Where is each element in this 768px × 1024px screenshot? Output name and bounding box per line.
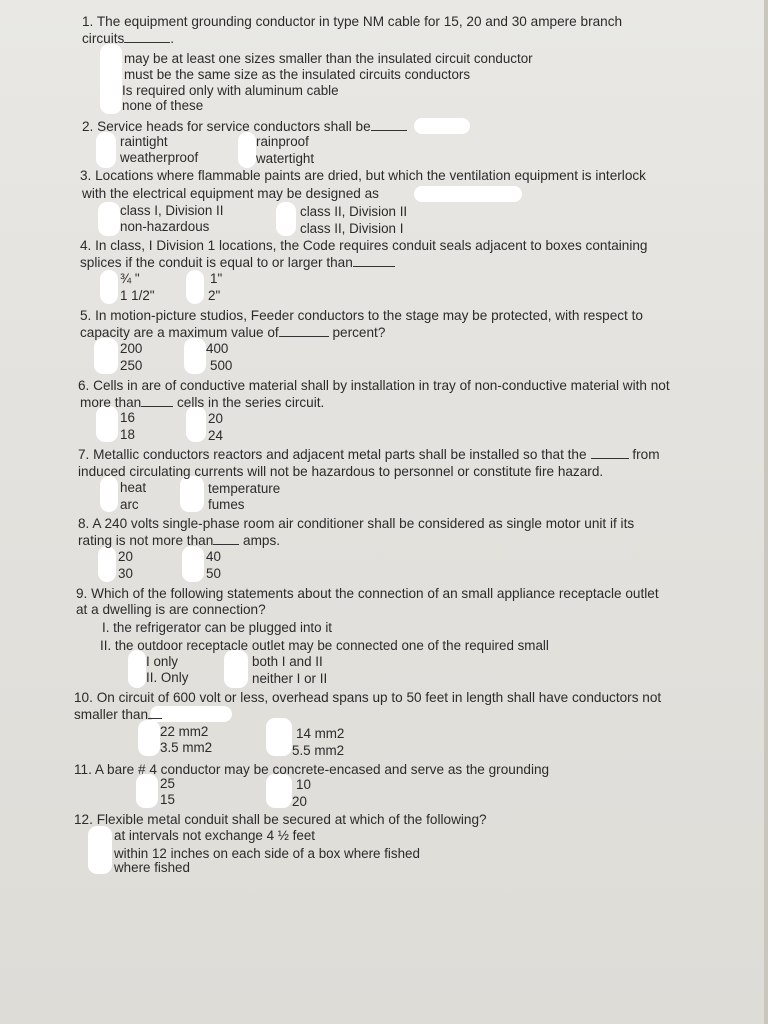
- question-1: [82, 14, 622, 30]
- question-2: [82, 118, 407, 135]
- option[interactable]: temperature: [208, 481, 281, 496]
- option[interactable]: 22 mm2: [160, 724, 209, 739]
- question-number: 11.: [74, 762, 92, 777]
- option[interactable]: where fished: [114, 860, 190, 875]
- question-number: 1.: [82, 14, 94, 29]
- option[interactable]: neither I or II: [252, 671, 328, 686]
- option[interactable]: heat: [120, 480, 147, 495]
- question-stem: more than: [80, 395, 142, 410]
- option[interactable]: weatherproof: [120, 150, 199, 165]
- question-stem: The equipment grounding conductor in type NM cable for 15, 20 and 30 ampere branch: [96, 14, 623, 29]
- option[interactable]: non-hazardous: [120, 219, 210, 234]
- answer-blank[interactable]: [353, 254, 395, 267]
- option[interactable]: 400: [206, 341, 229, 356]
- question-number: 2.: [82, 119, 94, 134]
- option[interactable]: 200: [120, 341, 143, 356]
- option[interactable]: II. Only: [146, 670, 189, 685]
- question-number: 10.: [74, 690, 93, 705]
- question-7: [78, 446, 660, 463]
- option[interactable]: 30: [118, 566, 133, 581]
- question-10: [74, 690, 661, 706]
- question-stem: Flexible metal conduit shall be secured at which of the following?: [96, 812, 487, 827]
- question-number: 7.: [78, 447, 90, 462]
- option[interactable]: 15: [160, 792, 175, 807]
- question-9-line-2: [76, 602, 266, 618]
- option[interactable]: 10: [296, 777, 311, 792]
- question-stem: percent?: [332, 325, 386, 340]
- question-stem: smaller than: [74, 707, 149, 722]
- question-stem: rating is not more than: [78, 533, 214, 548]
- option[interactable]: ¾ ": [120, 271, 140, 286]
- question-number: 4.: [80, 238, 92, 253]
- option[interactable]: class I, Division II: [120, 203, 224, 218]
- question-6: [78, 378, 670, 394]
- question-stem: cells in the series circuit.: [177, 395, 325, 410]
- answer-blank[interactable]: [371, 118, 407, 131]
- question-4: [80, 238, 648, 254]
- question-8: [78, 516, 634, 532]
- option[interactable]: arc: [120, 497, 139, 512]
- option[interactable]: must be the same size as the insulated circuits conductors: [124, 67, 471, 82]
- option[interactable]: 250: [120, 358, 143, 373]
- option[interactable]: 3.5 mm2: [160, 740, 213, 755]
- question-8-line-2: [78, 532, 280, 549]
- option[interactable]: 1": [210, 271, 223, 286]
- option[interactable]: 5.5 mm2: [292, 743, 345, 758]
- option[interactable]: 20: [208, 411, 223, 426]
- question-stem: capacity are a maximum value of: [80, 325, 279, 340]
- question-5-line-2: [80, 324, 385, 341]
- question-9: [76, 586, 659, 602]
- answer-blank[interactable]: [213, 532, 239, 545]
- question-3: [80, 168, 646, 184]
- option[interactable]: at intervals not exchange 4 ½ feet: [114, 828, 315, 843]
- option[interactable]: fumes: [208, 497, 245, 512]
- option[interactable]: class II, Division II: [300, 204, 408, 219]
- option[interactable]: both I and II: [252, 654, 323, 669]
- question-stem: splices if the conduit is equal to or larger than: [80, 255, 353, 270]
- option[interactable]: 2": [208, 288, 221, 303]
- option[interactable]: none of these: [122, 98, 204, 113]
- answer-blank[interactable]: [591, 446, 629, 459]
- option[interactable]: 1 1/2": [120, 288, 155, 303]
- option[interactable]: 16: [120, 410, 135, 425]
- question-stem: In class, I Division 1 locations, the Code requires conduit seals adjacent to boxes containing: [95, 238, 648, 253]
- option[interactable]: 20: [292, 794, 307, 809]
- answer-blank[interactable]: [279, 324, 329, 337]
- option[interactable]: 14 mm2: [296, 726, 345, 741]
- statement: I. the refrigerator can be plugged into it: [102, 620, 333, 635]
- option[interactable]: watertight: [256, 151, 315, 166]
- option[interactable]: 24: [208, 428, 223, 443]
- option[interactable]: rainproof: [256, 134, 309, 149]
- answer-blank[interactable]: [124, 30, 170, 43]
- question-3-line-2: [82, 186, 379, 202]
- question-stem: from: [632, 447, 660, 462]
- question-number: 12.: [74, 812, 93, 827]
- question-stem: amps.: [243, 533, 281, 548]
- question-6-line-2: [80, 394, 324, 411]
- question-4-line-2: [80, 254, 395, 271]
- question-stem: In motion-picture studios, Feeder conductors to the stage may be protected, with respect to: [95, 308, 643, 323]
- question-stem: Service heads for service conductors shall be: [97, 119, 371, 134]
- statement: II. the outdoor receptacle outlet may be connected one of the required small: [100, 638, 549, 653]
- option[interactable]: 50: [206, 566, 221, 581]
- question-number: 5.: [80, 308, 92, 323]
- option[interactable]: raintight: [120, 134, 168, 149]
- question-10-line-2: [74, 706, 162, 723]
- option[interactable]: Is required only with aluminum cable: [122, 83, 339, 98]
- question-number: 3.: [80, 168, 92, 183]
- answer-blank[interactable]: [141, 394, 173, 407]
- question-stem: Locations where flammable paints are dried, but which the ventilation equipment is interlock: [95, 168, 646, 183]
- question-number: 8.: [78, 516, 90, 531]
- question-stem: Metallic conductors reactors and adjacent metal parts shall be installed so that the: [93, 447, 587, 462]
- question-stem: induced circulating currents will not be hazardous to personnel or constitute fire hazard.: [78, 464, 604, 479]
- question-stem: On circuit of 600 volt or less, overhead spans up to 50 feet in length shall have conductors not: [96, 690, 662, 705]
- question-11: [74, 762, 549, 778]
- question-stem: circuits: [82, 31, 125, 46]
- question-5: [80, 308, 643, 324]
- option[interactable]: 18: [120, 427, 135, 442]
- question-stem: with the electrical equipment may be designed as: [82, 186, 379, 201]
- option[interactable]: I only: [146, 654, 179, 669]
- question-stem: Cells in are of conductive material shall by installation in tray of non-conductive material with not: [93, 378, 670, 393]
- question-1-line-2: circuits .: [82, 31, 175, 46]
- question-stem: A bare # 4 conductor may be concrete-encased and serve as the grounding: [94, 762, 550, 777]
- question-stem: Which of the following statements about the connection of an small appliance receptacle outlet: [91, 586, 659, 601]
- option[interactable]: 25: [160, 776, 175, 791]
- option[interactable]: may be at least one sizes smaller than the insulated circuit conductor: [124, 51, 533, 66]
- question-number: 9.: [76, 586, 88, 601]
- question-stem: A 240 volts single-phase room air conditioner shall be considered as single motor unit if its: [92, 516, 635, 531]
- option[interactable]: 20: [118, 549, 133, 564]
- question-7-line-2: [78, 464, 603, 480]
- option[interactable]: 40: [206, 549, 221, 564]
- question-number: 6.: [78, 378, 90, 393]
- question-stem: at a dwelling is are connection?: [76, 602, 266, 617]
- option[interactable]: within 12 inches on each side of a box where fished: [114, 846, 420, 861]
- question-12: [74, 812, 487, 828]
- option[interactable]: 500: [210, 358, 233, 373]
- answer-blank[interactable]: [148, 706, 162, 719]
- option[interactable]: class II, Division I: [300, 221, 404, 236]
